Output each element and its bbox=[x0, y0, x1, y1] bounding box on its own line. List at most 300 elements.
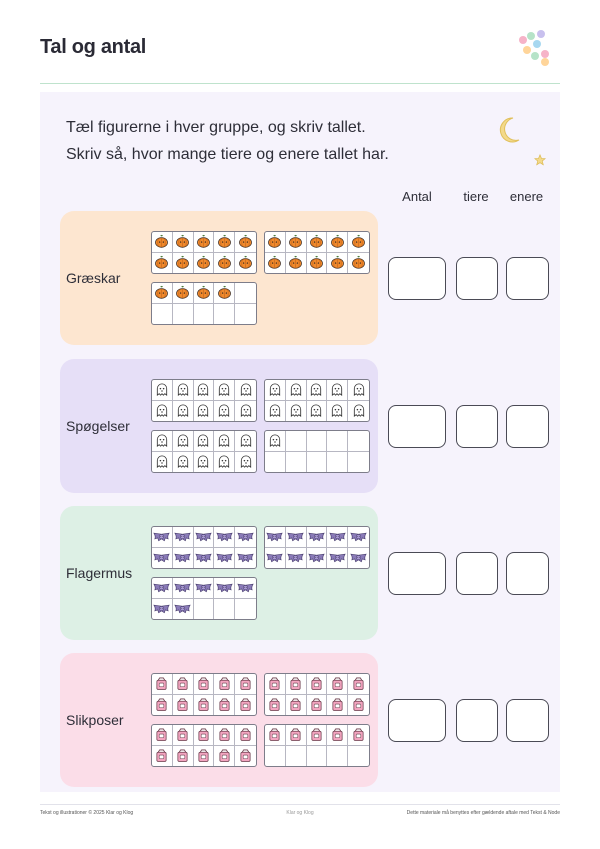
bat-icon bbox=[216, 552, 233, 564]
ten-frame-cell bbox=[265, 746, 286, 767]
ten-frame-cell bbox=[286, 380, 307, 401]
logo-icon bbox=[515, 28, 555, 68]
bat-icon bbox=[329, 531, 346, 543]
ten-frame-cell bbox=[265, 725, 286, 746]
ten-frame-cell bbox=[152, 452, 173, 473]
header-divider bbox=[40, 83, 560, 84]
ten-frame-cell bbox=[194, 746, 215, 767]
candy-bag-icon bbox=[155, 727, 168, 742]
ghost-icon bbox=[239, 403, 253, 418]
pumpkin-icon bbox=[238, 234, 253, 249]
ten-frame-cell bbox=[194, 304, 215, 325]
bat-icon bbox=[266, 552, 283, 564]
ten-frame-cell bbox=[265, 452, 286, 473]
ten-frame-cell bbox=[327, 253, 348, 274]
bat-icon bbox=[174, 552, 191, 564]
tiere-answer-box[interactable] bbox=[456, 257, 498, 300]
ten-frame-cell bbox=[194, 695, 215, 716]
ghost-icon bbox=[155, 403, 169, 418]
pumpkin-icon bbox=[309, 255, 324, 270]
ten-frame-cell bbox=[173, 548, 194, 569]
pumpkin-icon bbox=[175, 234, 190, 249]
ten-frame-cell bbox=[265, 548, 286, 569]
ghost-icon bbox=[239, 382, 253, 397]
ten-frame-cell bbox=[235, 527, 256, 548]
ten-frame-cell bbox=[214, 674, 235, 695]
ghost-icon bbox=[155, 382, 169, 397]
ten-frame bbox=[151, 724, 257, 767]
ghost-icon bbox=[217, 454, 231, 469]
pumpkin-icon bbox=[238, 255, 253, 270]
ten-frame-cell bbox=[286, 674, 307, 695]
group-label: Spøgelser bbox=[66, 418, 130, 434]
candy-bag-icon bbox=[218, 727, 231, 742]
ghost-icon bbox=[176, 433, 190, 448]
ghost-icon bbox=[155, 433, 169, 448]
bat-icon bbox=[153, 552, 170, 564]
pumpkin-icon bbox=[267, 255, 282, 270]
ten-frame-cell bbox=[214, 431, 235, 452]
ten-frame-cell bbox=[307, 380, 328, 401]
bat-icon bbox=[266, 531, 283, 543]
candy-bag-icon bbox=[310, 727, 323, 742]
ten-frame-cell bbox=[327, 746, 348, 767]
candy-bag-icon bbox=[310, 697, 323, 712]
ten-frame-cell bbox=[286, 253, 307, 274]
ten-frame bbox=[264, 724, 370, 767]
antal-answer-box[interactable] bbox=[388, 699, 446, 742]
ten-frame-cell bbox=[173, 452, 194, 473]
ten-frame-cell bbox=[194, 431, 215, 452]
ten-frame-cell bbox=[194, 527, 215, 548]
ten-frame-cell bbox=[307, 527, 328, 548]
ten-frame-cell bbox=[307, 253, 328, 274]
pumpkin-icon bbox=[288, 234, 303, 249]
pumpkin-icon bbox=[309, 234, 324, 249]
ten-frame-cell bbox=[348, 725, 369, 746]
ten-frame-cell bbox=[235, 725, 256, 746]
ten-frame bbox=[264, 231, 370, 274]
ten-frame-cell bbox=[152, 527, 173, 548]
pumpkin-icon bbox=[175, 285, 190, 300]
ten-frame bbox=[264, 430, 370, 473]
ghost-icon bbox=[196, 382, 210, 397]
ghost-icon bbox=[196, 454, 210, 469]
candy-bag-icon bbox=[268, 676, 281, 691]
ten-frame-cell bbox=[348, 527, 369, 548]
ten-frame-cell bbox=[307, 695, 328, 716]
antal-answer-box[interactable] bbox=[388, 552, 446, 595]
ghost-icon bbox=[268, 382, 282, 397]
ten-frame-cell bbox=[348, 380, 369, 401]
ten-frame-cell bbox=[235, 401, 256, 422]
ten-frame-cell bbox=[194, 380, 215, 401]
candy-bag-icon bbox=[352, 727, 365, 742]
ten-frame-cell bbox=[173, 746, 194, 767]
ten-frame-cell bbox=[327, 674, 348, 695]
ten-frame-cell bbox=[152, 253, 173, 274]
group-label: Slikposer bbox=[66, 712, 124, 728]
pumpkin-icon bbox=[154, 285, 169, 300]
ten-frame-cell bbox=[265, 401, 286, 422]
ghost-icon bbox=[289, 382, 303, 397]
pumpkin-icon bbox=[154, 255, 169, 270]
ten-frame-cell bbox=[286, 548, 307, 569]
candy-bag-icon bbox=[197, 727, 210, 742]
ten-frame-cell bbox=[214, 232, 235, 253]
bat-icon bbox=[195, 531, 212, 543]
ten-frame-cell bbox=[235, 578, 256, 599]
candy-bag-icon bbox=[197, 748, 210, 763]
ten-frame-cell bbox=[214, 746, 235, 767]
ghost-icon bbox=[176, 454, 190, 469]
ten-frame-cell bbox=[235, 232, 256, 253]
ten-frame-cell bbox=[214, 380, 235, 401]
ghost-icon bbox=[217, 403, 231, 418]
ten-frame-cell bbox=[307, 674, 328, 695]
ten-frame-cell bbox=[265, 232, 286, 253]
column-header-tiere: tiere bbox=[463, 189, 489, 204]
enere-answer-box[interactable] bbox=[506, 257, 549, 300]
ten-frame-cell bbox=[327, 380, 348, 401]
ten-frame-cell bbox=[286, 452, 307, 473]
ghost-icon bbox=[196, 433, 210, 448]
ten-frame-cell bbox=[286, 527, 307, 548]
ten-frame-cell bbox=[214, 304, 235, 325]
ten-frame-cell bbox=[307, 452, 328, 473]
ten-frame-cell bbox=[173, 380, 194, 401]
ghost-icon bbox=[309, 403, 323, 418]
candy-bag-icon bbox=[155, 676, 168, 691]
ten-frame-cell bbox=[152, 674, 173, 695]
candy-bag-icon bbox=[218, 697, 231, 712]
column-header-antal: Antal bbox=[402, 189, 432, 204]
ten-frame-cell bbox=[307, 401, 328, 422]
ten-frame-cell bbox=[265, 674, 286, 695]
pumpkin-icon bbox=[330, 255, 345, 270]
bat-icon bbox=[350, 531, 367, 543]
ten-frame-cell bbox=[286, 746, 307, 767]
ten-frame-cell bbox=[173, 304, 194, 325]
bat-icon bbox=[237, 531, 254, 543]
ten-frame-cell bbox=[235, 674, 256, 695]
ten-frame-cell bbox=[265, 527, 286, 548]
ten-frame-cell bbox=[214, 527, 235, 548]
antal-answer-box[interactable] bbox=[388, 405, 446, 448]
ten-frame-cell bbox=[235, 283, 256, 304]
candy-bag-icon bbox=[197, 697, 210, 712]
ten-frame-cell bbox=[152, 431, 173, 452]
ten-frame-cell bbox=[173, 527, 194, 548]
group-label: Græskar bbox=[66, 270, 121, 286]
ten-frame-cell bbox=[152, 548, 173, 569]
candy-bag-icon bbox=[310, 676, 323, 691]
ten-frame bbox=[264, 673, 370, 716]
ten-frame-cell bbox=[307, 746, 328, 767]
bat-icon bbox=[174, 603, 191, 615]
ten-frame-cell bbox=[152, 304, 173, 325]
ghost-icon bbox=[330, 382, 344, 397]
ten-frame bbox=[151, 231, 257, 274]
candy-bag-icon bbox=[239, 697, 252, 712]
ten-frame-cell bbox=[307, 725, 328, 746]
ten-frame-cell bbox=[152, 401, 173, 422]
footer-divider bbox=[40, 804, 560, 805]
group-label: Flagermus bbox=[66, 565, 133, 581]
pumpkin-icon bbox=[351, 255, 366, 270]
candy-bag-icon bbox=[176, 697, 189, 712]
ten-frame-cell bbox=[286, 431, 307, 452]
ghost-icon bbox=[217, 382, 231, 397]
ten-frame-cell bbox=[307, 431, 328, 452]
ten-frame-cell bbox=[194, 401, 215, 422]
ten-frame-cell bbox=[152, 283, 173, 304]
bat-icon bbox=[153, 603, 170, 615]
ten-frame-cell bbox=[348, 548, 369, 569]
footer-copyright: Tekst og illustrationer © 2025 Klar og Klog bbox=[40, 810, 134, 816]
pumpkin-icon bbox=[288, 255, 303, 270]
ten-frame-cell bbox=[265, 431, 286, 452]
ten-frame-cell bbox=[348, 232, 369, 253]
enere-answer-box[interactable] bbox=[506, 552, 549, 595]
ghost-icon bbox=[352, 403, 366, 418]
pumpkin-icon bbox=[196, 285, 211, 300]
ten-frame-cell bbox=[173, 431, 194, 452]
ghost-icon bbox=[352, 382, 366, 397]
candy-bag-icon bbox=[331, 727, 344, 742]
footer-license: Dette materiale må benyttes efter gældende aftale med Tekst & Node bbox=[406, 810, 560, 816]
ten-frame-cell bbox=[173, 695, 194, 716]
ten-frame-cell bbox=[194, 599, 215, 620]
ten-frame-cell bbox=[327, 725, 348, 746]
bat-icon bbox=[216, 582, 233, 594]
ten-frame-cell bbox=[348, 746, 369, 767]
instruction-line-1: Tæl figurerne i hver gruppe, og skriv tallet. bbox=[66, 119, 366, 136]
bat-icon bbox=[287, 552, 304, 564]
candy-bag-icon bbox=[268, 727, 281, 742]
ten-frame-cell bbox=[307, 548, 328, 569]
ten-frame-cell bbox=[235, 380, 256, 401]
tiere-answer-box[interactable] bbox=[456, 552, 498, 595]
pumpkin-icon bbox=[351, 234, 366, 249]
ten-frame-cell bbox=[286, 232, 307, 253]
ghost-icon bbox=[176, 382, 190, 397]
instruction-line-2: Skriv så, hvor mange tiere og enere tallet har. bbox=[66, 146, 389, 163]
ten-frame-cell bbox=[152, 599, 173, 620]
ten-frame-cell bbox=[152, 695, 173, 716]
bat-icon bbox=[153, 531, 170, 543]
ten-frame-cell bbox=[173, 599, 194, 620]
pumpkin-icon bbox=[175, 255, 190, 270]
moon-icon bbox=[497, 116, 523, 144]
candy-bag-icon bbox=[289, 727, 302, 742]
candy-bag-icon bbox=[218, 676, 231, 691]
ghost-icon bbox=[268, 403, 282, 418]
ten-frame-cell bbox=[194, 253, 215, 274]
ten-frame-cell bbox=[235, 548, 256, 569]
bat-icon bbox=[329, 552, 346, 564]
ten-frame-cell bbox=[327, 527, 348, 548]
candy-bag-icon bbox=[176, 727, 189, 742]
ten-frame-cell bbox=[265, 695, 286, 716]
ten-frame-cell bbox=[265, 253, 286, 274]
ten-frame-cell bbox=[194, 232, 215, 253]
ten-frame-cell bbox=[235, 304, 256, 325]
candy-bag-icon bbox=[218, 748, 231, 763]
ten-frame-cell bbox=[152, 232, 173, 253]
ten-frame-cell bbox=[348, 253, 369, 274]
ten-frame-cell bbox=[194, 548, 215, 569]
tiere-answer-box[interactable] bbox=[456, 405, 498, 448]
ten-frame-cell bbox=[235, 452, 256, 473]
ten-frame-cell bbox=[307, 232, 328, 253]
bat-icon bbox=[308, 531, 325, 543]
ten-frame-cell bbox=[214, 401, 235, 422]
ten-frame-cell bbox=[194, 578, 215, 599]
ten-frame bbox=[151, 430, 257, 473]
ten-frame bbox=[151, 526, 257, 569]
bat-icon bbox=[237, 552, 254, 564]
ghost-icon bbox=[309, 382, 323, 397]
candy-bag-icon bbox=[239, 727, 252, 742]
ten-frame-cell bbox=[286, 401, 307, 422]
candy-bag-icon bbox=[239, 748, 252, 763]
ten-frame-cell bbox=[286, 725, 307, 746]
ghost-icon bbox=[217, 433, 231, 448]
enere-answer-box[interactable] bbox=[506, 405, 549, 448]
ten-frame bbox=[264, 379, 370, 422]
bat-icon bbox=[308, 552, 325, 564]
ghost-icon bbox=[239, 433, 253, 448]
candy-bag-icon bbox=[239, 676, 252, 691]
candy-bag-icon bbox=[289, 676, 302, 691]
ten-frame-cell bbox=[214, 253, 235, 274]
ten-frame bbox=[151, 673, 257, 716]
candy-bag-icon bbox=[268, 697, 281, 712]
ten-frame bbox=[264, 526, 370, 569]
bat-icon bbox=[174, 531, 191, 543]
ten-frame-cell bbox=[173, 578, 194, 599]
candy-bag-icon bbox=[155, 697, 168, 712]
ten-frame-cell bbox=[194, 452, 215, 473]
ten-frame-cell bbox=[173, 232, 194, 253]
candy-bag-icon bbox=[352, 676, 365, 691]
ten-frame-cell bbox=[348, 674, 369, 695]
bat-icon bbox=[195, 582, 212, 594]
ten-frame bbox=[151, 379, 257, 422]
candy-bag-icon bbox=[331, 697, 344, 712]
ten-frame-cell bbox=[173, 283, 194, 304]
ten-frame bbox=[151, 282, 257, 325]
ghost-icon bbox=[289, 403, 303, 418]
tiere-answer-box[interactable] bbox=[456, 699, 498, 742]
ten-frame-cell bbox=[173, 674, 194, 695]
bat-icon bbox=[350, 552, 367, 564]
ten-frame-cell bbox=[235, 746, 256, 767]
page-title: Tal og antal bbox=[40, 36, 147, 58]
ten-frame-cell bbox=[265, 380, 286, 401]
candy-bag-icon bbox=[289, 697, 302, 712]
ten-frame-cell bbox=[152, 380, 173, 401]
ten-frame-cell bbox=[286, 695, 307, 716]
ten-frame-cell bbox=[235, 695, 256, 716]
ten-frame-cell bbox=[173, 401, 194, 422]
bat-icon bbox=[216, 531, 233, 543]
ghost-icon bbox=[268, 433, 282, 448]
ten-frame-cell bbox=[348, 401, 369, 422]
candy-bag-icon bbox=[331, 676, 344, 691]
candy-bag-icon bbox=[352, 697, 365, 712]
bat-icon bbox=[237, 582, 254, 594]
ten-frame-cell bbox=[235, 599, 256, 620]
ten-frame-cell bbox=[194, 283, 215, 304]
candy-bag-icon bbox=[155, 748, 168, 763]
footer-brand: Klar og Klog bbox=[286, 810, 314, 816]
ten-frame-cell bbox=[235, 253, 256, 274]
ten-frame-cell bbox=[214, 725, 235, 746]
ten-frame-cell bbox=[348, 452, 369, 473]
pumpkin-icon bbox=[154, 234, 169, 249]
ten-frame-cell bbox=[327, 232, 348, 253]
ten-frame-cell bbox=[327, 431, 348, 452]
ten-frame-cell bbox=[214, 578, 235, 599]
ten-frame-cell bbox=[327, 548, 348, 569]
ghost-icon bbox=[155, 454, 169, 469]
column-header-enere: enere bbox=[509, 189, 544, 204]
ghost-icon bbox=[330, 403, 344, 418]
pumpkin-icon bbox=[330, 234, 345, 249]
ten-frame-cell bbox=[327, 401, 348, 422]
ten-frame-cell bbox=[152, 578, 173, 599]
ten-frame-cell bbox=[214, 599, 235, 620]
ten-frame-cell bbox=[348, 431, 369, 452]
ten-frame-cell bbox=[235, 431, 256, 452]
star-icon bbox=[534, 154, 546, 166]
bat-icon bbox=[195, 552, 212, 564]
candy-bag-icon bbox=[176, 676, 189, 691]
ghost-icon bbox=[239, 454, 253, 469]
bat-icon bbox=[174, 582, 191, 594]
ten-frame-cell bbox=[152, 725, 173, 746]
ten-frame-cell bbox=[214, 695, 235, 716]
bat-icon bbox=[153, 582, 170, 594]
pumpkin-icon bbox=[217, 255, 232, 270]
candy-bag-icon bbox=[197, 676, 210, 691]
ten-frame-cell bbox=[327, 452, 348, 473]
ten-frame-cell bbox=[173, 253, 194, 274]
ten-frame-cell bbox=[194, 674, 215, 695]
candy-bag-icon bbox=[176, 748, 189, 763]
pumpkin-icon bbox=[267, 234, 282, 249]
ten-frame-cell bbox=[214, 283, 235, 304]
ten-frame-cell bbox=[173, 725, 194, 746]
antal-answer-box[interactable] bbox=[388, 257, 446, 300]
ten-frame bbox=[151, 577, 257, 620]
ghost-icon bbox=[176, 403, 190, 418]
pumpkin-icon bbox=[196, 255, 211, 270]
pumpkin-icon bbox=[196, 234, 211, 249]
ten-frame-cell bbox=[327, 695, 348, 716]
ten-frame-cell bbox=[214, 452, 235, 473]
ghost-icon bbox=[196, 403, 210, 418]
ten-frame-cell bbox=[214, 548, 235, 569]
ten-frame-cell bbox=[348, 695, 369, 716]
pumpkin-icon bbox=[217, 234, 232, 249]
ten-frame-cell bbox=[194, 725, 215, 746]
pumpkin-icon bbox=[217, 285, 232, 300]
bat-icon bbox=[287, 531, 304, 543]
enere-answer-box[interactable] bbox=[506, 699, 549, 742]
